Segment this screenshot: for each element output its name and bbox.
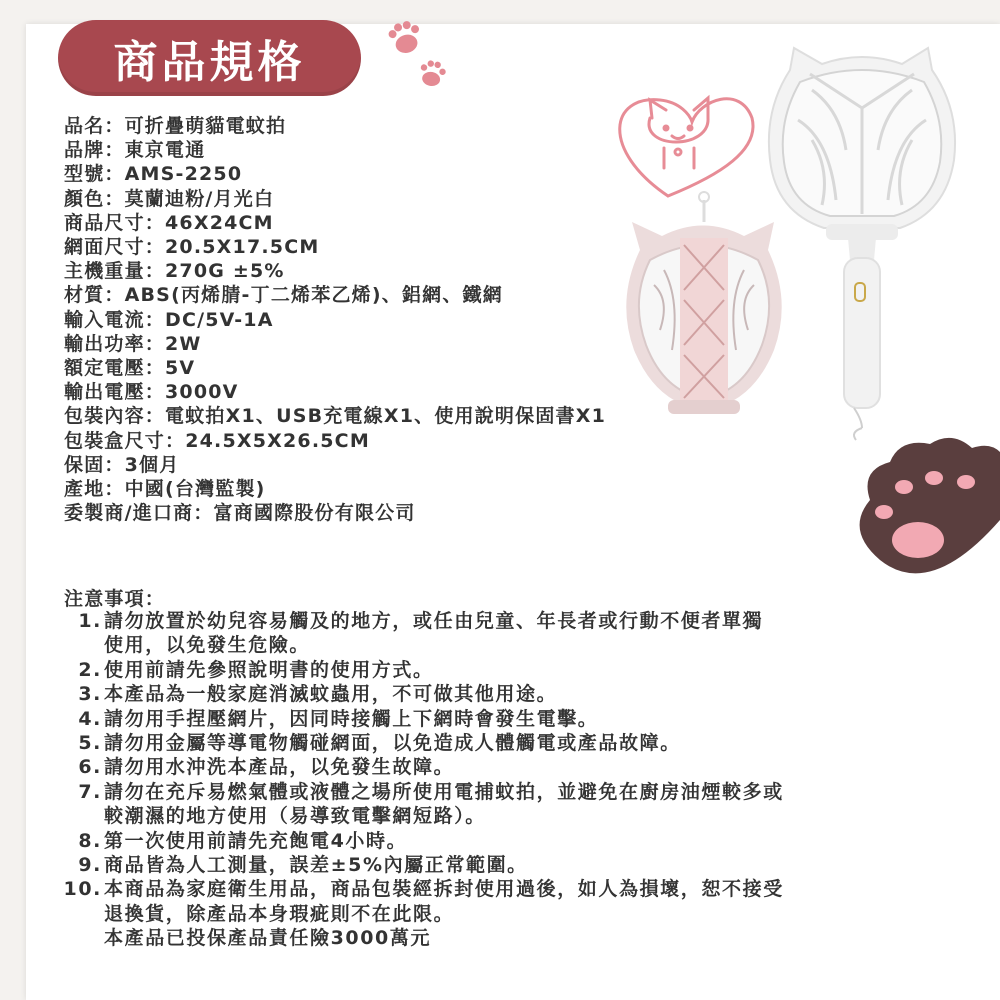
page-title: 商品規格 [58, 20, 361, 96]
spec-item: 主機重量：270G ±5% [64, 260, 285, 283]
spec-item: 輸出電壓：3000V [64, 381, 239, 404]
note-item [30, 682, 910, 706]
note-text: 請勿用手捏壓網片，因同時接觸上下網時會發生電擊。 [104, 707, 599, 730]
notes-list [30, 609, 910, 951]
note-item [30, 755, 910, 779]
note-text: 請勿在充斥易燃氣體或液體之場所使用電捕蚊拍，並避免在廚房油煙較多或 [104, 780, 784, 803]
note-item [30, 731, 910, 755]
note-item [30, 853, 910, 877]
notes-heading: 注意事項： [64, 588, 166, 610]
note-text: 請勿放置於幼兒容易觸及的地方，或任由兒童、年長者或行動不便者單獨 [104, 610, 764, 632]
note-number: 4. [78, 707, 102, 730]
note-number: 8. [78, 829, 102, 852]
note-text-cont: 退換貨，除產品本身瑕疵則不在此限。 [104, 902, 455, 925]
note-text: 請勿用水沖洗本產品，以免發生故障。 [104, 756, 455, 779]
spec-item: 品牌：東京電通 [64, 139, 206, 162]
note-item [30, 609, 910, 658]
note-number: 2. [78, 658, 102, 681]
spec-item: 委製商/進口商：富商國際股份有限公司 [64, 502, 416, 525]
note-item [30, 829, 910, 853]
spec-item: 包裝內容：電蚊拍X1、USB充電線X1、使用說明保固書X1 [64, 405, 607, 428]
note-text: 請勿用金屬等導電物觸碰網面，以免造成人體觸電或產品故障。 [104, 732, 681, 755]
spec-item: 保固：3個月 [64, 453, 180, 476]
note-number: 1. [78, 610, 102, 632]
spec-item: 材質：ABS(丙烯腈-丁二烯苯乙烯)、鋁網、鐵網 [64, 284, 503, 307]
spec-item: 輸入電流：DC/5V-1A [64, 308, 274, 331]
note-number: 5. [78, 732, 102, 755]
note-insurance: 本產品已投保產品責任險3000萬元 [104, 927, 432, 950]
note-number: 3. [78, 683, 102, 706]
note-text: 使用前請先參照說明書的使用方式。 [104, 658, 434, 681]
note-text: 本商品為家庭衛生用品，商品包裝經拆封使用過後，如人為損壞，恕不接受 [104, 878, 784, 901]
note-number: 10. [63, 878, 102, 901]
note-number: 7. [78, 780, 102, 803]
note-text: 第一次使用前請先充飽電4小時。 [104, 829, 408, 852]
spec-item: 品名：可折疊萌貓電蚊拍 [64, 115, 287, 137]
spec-item: 顏色：莫蘭迪粉/月光白 [64, 187, 275, 210]
note-text-cont: 較潮濕的地方使用（易導致電擊網短路）。 [104, 805, 486, 828]
note-item [30, 877, 910, 926]
spec-item: 輸出功率：2W [64, 332, 202, 355]
spec-list [64, 114, 606, 525]
note-text: 本產品為一般家庭消滅蚊蟲用，不可做其他用途。 [104, 683, 558, 706]
note-number: 9. [78, 854, 102, 877]
spec-item: 型號：AMS-2250 [64, 163, 243, 186]
note-number: 6. [78, 756, 102, 779]
spec-item: 網面尺寸：20.5X17.5CM [64, 236, 320, 259]
note-item [30, 707, 910, 731]
spec-item: 包裝盒尺寸：24.5X5X26.5CM [64, 429, 370, 452]
note-item [30, 658, 910, 682]
note-item [30, 780, 910, 829]
note-text: 商品皆為人工測量，誤差±5%內屬正常範圍。 [104, 854, 528, 877]
spec-item: 商品尺寸：46X24CM [64, 211, 274, 234]
spec-item: 額定電壓：5V [64, 357, 196, 380]
note-text-cont: 使用，以免發生危險。 [104, 634, 311, 657]
spec-item: 產地：中國(台灣監製) [64, 478, 266, 501]
